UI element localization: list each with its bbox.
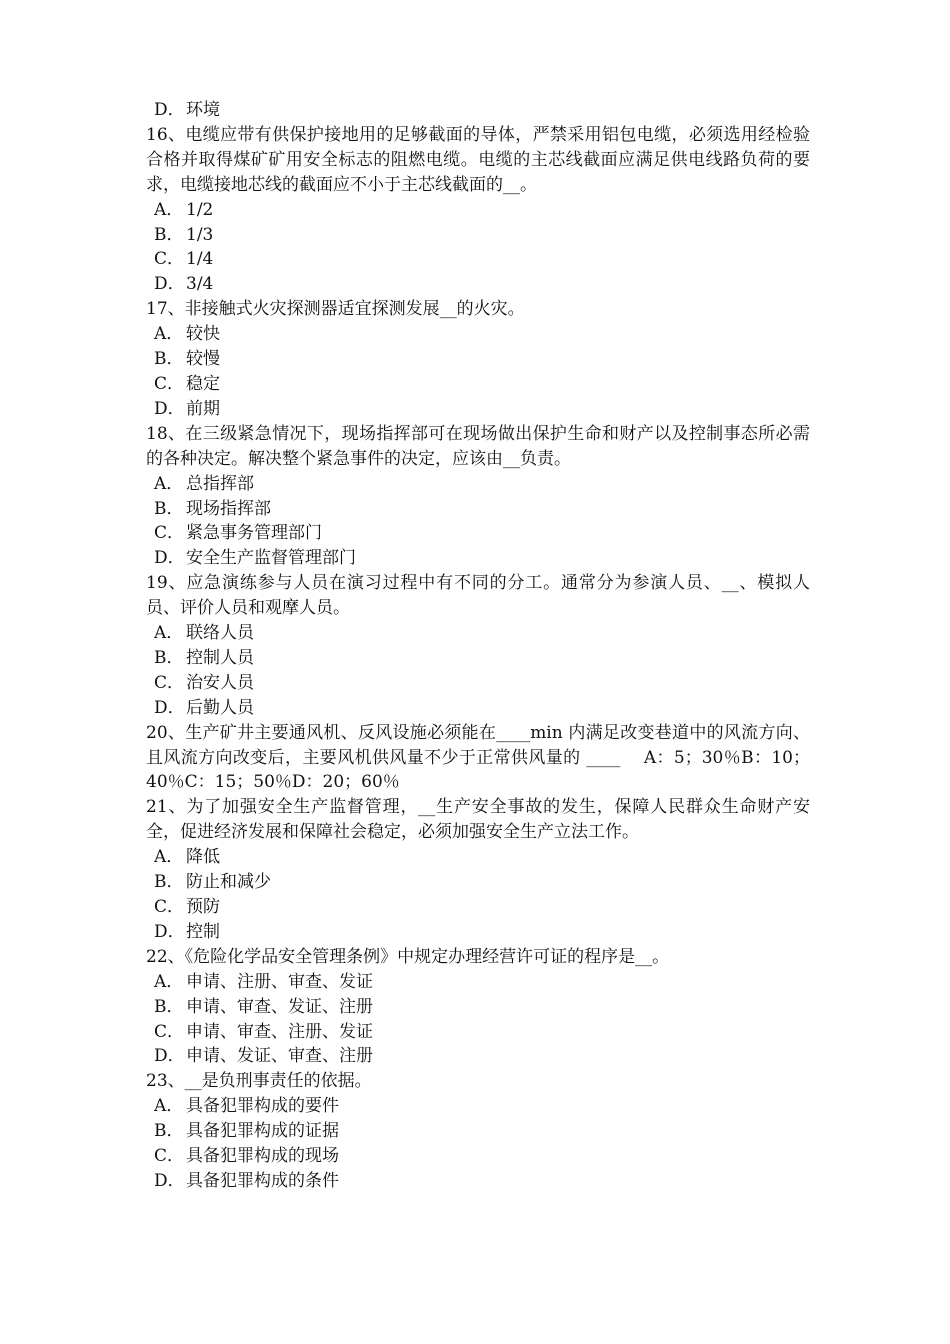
exam-question-list [146,98,810,1194]
option-text: 总指挥部 [186,473,254,494]
option-letter: D． [154,100,185,120]
option-text: 控制 [186,921,220,942]
option-text: 申请、发证、审查、注册 [186,1046,373,1067]
option-letter: D． [154,398,185,419]
option-letter: C． [154,249,185,270]
option-letter: C． [154,897,185,917]
option-text: 紧急事务管理部门 [186,523,322,544]
option-text: 环境 [186,100,220,120]
answer-option [146,1020,810,1045]
answer-option [146,646,810,671]
question-text: 23、__是负刑事责任的依据。 [146,1071,372,1092]
option-letter: A． [154,971,184,992]
option-letter: D． [154,921,185,942]
option-text: 联络人员 [186,623,254,644]
option-letter: C． [154,523,185,544]
answer-option [146,995,810,1020]
option-letter: A． [154,623,184,644]
option-letter: A． [154,324,184,345]
answer-option [146,497,810,522]
answer-option [146,870,810,895]
answer-option [146,1094,810,1119]
option-letter: D． [154,548,185,569]
option-text: 1/3 [186,224,214,245]
answer-option [146,1119,810,1144]
option-letter: D． [154,1170,185,1191]
answer-option [146,198,810,223]
answer-option [146,671,810,696]
question-text: 18、在三级紧急情况下，现场指挥部可在现场做出保护生命和财产以及控制事态所必需的各种决定。解决整个紧急事件的决定，应该由__负责。 [146,423,810,469]
option-letter: C． [154,1146,185,1167]
option-text: 申请、审查、注册、发证 [186,1021,373,1042]
option-text: 具备犯罪构成的条件 [186,1170,339,1191]
option-letter: B． [154,349,184,370]
answer-option [146,696,810,721]
option-letter: B． [154,498,184,519]
option-text: 较快 [186,324,220,345]
option-text: 申请、审查、发证、注册 [186,996,373,1017]
option-text: 申请、注册、审查、发证 [186,971,373,992]
option-text: 1/2 [186,199,214,220]
answer-option [146,1169,810,1194]
option-text: 防止和减少 [186,872,271,893]
option-text: 前期 [186,398,220,419]
answer-option [146,247,810,272]
answer-option [146,920,810,945]
option-letter: B． [154,224,184,245]
option-letter: C． [154,373,185,394]
option-text: 1/4 [186,249,214,270]
answer-option [146,1144,810,1169]
answer-option [146,621,810,646]
option-text: 控制人员 [186,647,254,668]
question-text: 16、电缆应带有供保护接地用的足够截面的导体，严禁采用铝包电缆，必须选用经检验合格并取得煤矿矿用安全标志的阻燃电缆。电缆的主芯线截面应满足供电线路负荷的要求，电缆接地芯线的截面应不小于主芯线截面的__。 [146,124,810,195]
option-text: 预防 [186,897,220,917]
answer-option [146,472,810,497]
option-letter: C． [154,1021,185,1042]
answer-option [146,397,810,422]
option-text: 后勤人员 [186,697,254,718]
option-text: 具备犯罪构成的证据 [186,1121,339,1142]
option-text: 具备犯罪构成的现场 [186,1146,339,1167]
option-letter: D． [154,1046,185,1067]
answer-option [146,372,810,397]
answer-option [146,895,810,920]
option-text: 治安人员 [186,672,254,693]
answer-option [146,272,810,297]
option-text: 安全生产监督管理部门 [186,548,356,569]
option-text: 降低 [186,847,220,868]
option-text: 3/4 [186,274,214,295]
answer-option [146,98,810,123]
answer-option [146,223,810,248]
option-text: 较慢 [186,349,220,370]
question-text: 19、应急演练参与人员在演习过程中有不同的分工。通常分为参演人员、__、模拟人员、评价人员和观摩人员。 [146,573,810,619]
answer-option [146,845,810,870]
option-letter: A． [154,847,184,868]
option-text: 稳定 [186,373,220,394]
question-text: 20、生产矿井主要通风机、反风设施必须能在____min 内满足改变巷道中的风流方向、且风流方向改变后，主要风机供风量不少于正常供风量的 ____ A：5；30％B：10；40％C：15；50％D：20；60％ [146,722,810,793]
question-text: 22、《危险化学品安全管理条例》中规定办理经营许可证的程序是__。 [146,946,670,967]
option-letter: D． [154,697,185,718]
option-letter: B． [154,872,184,893]
answer-option [146,970,810,995]
answer-option [146,1044,810,1069]
answer-option [146,322,810,347]
option-letter: A． [154,473,184,494]
option-letter: A． [154,1096,184,1117]
option-letter: C． [154,672,185,693]
option-letter: B． [154,996,184,1017]
option-letter: A． [154,199,184,220]
option-letter: D． [154,274,185,295]
answer-option [146,546,810,571]
option-letter: B． [154,647,184,668]
answer-option [146,347,810,372]
option-text: 具备犯罪构成的要件 [186,1096,339,1117]
question-text: 17、非接触式火灾探测器适宜探测发展__的火灾。 [146,299,525,320]
option-letter: B． [154,1121,184,1142]
question-text: 21、为了加强安全生产监督管理，__生产安全事故的发生，保障人民群众生命财产安全，促进经济发展和保障社会稳定，必须加强安全生产立法工作。 [146,797,810,843]
option-text: 现场指挥部 [186,498,271,519]
answer-option [146,521,810,546]
